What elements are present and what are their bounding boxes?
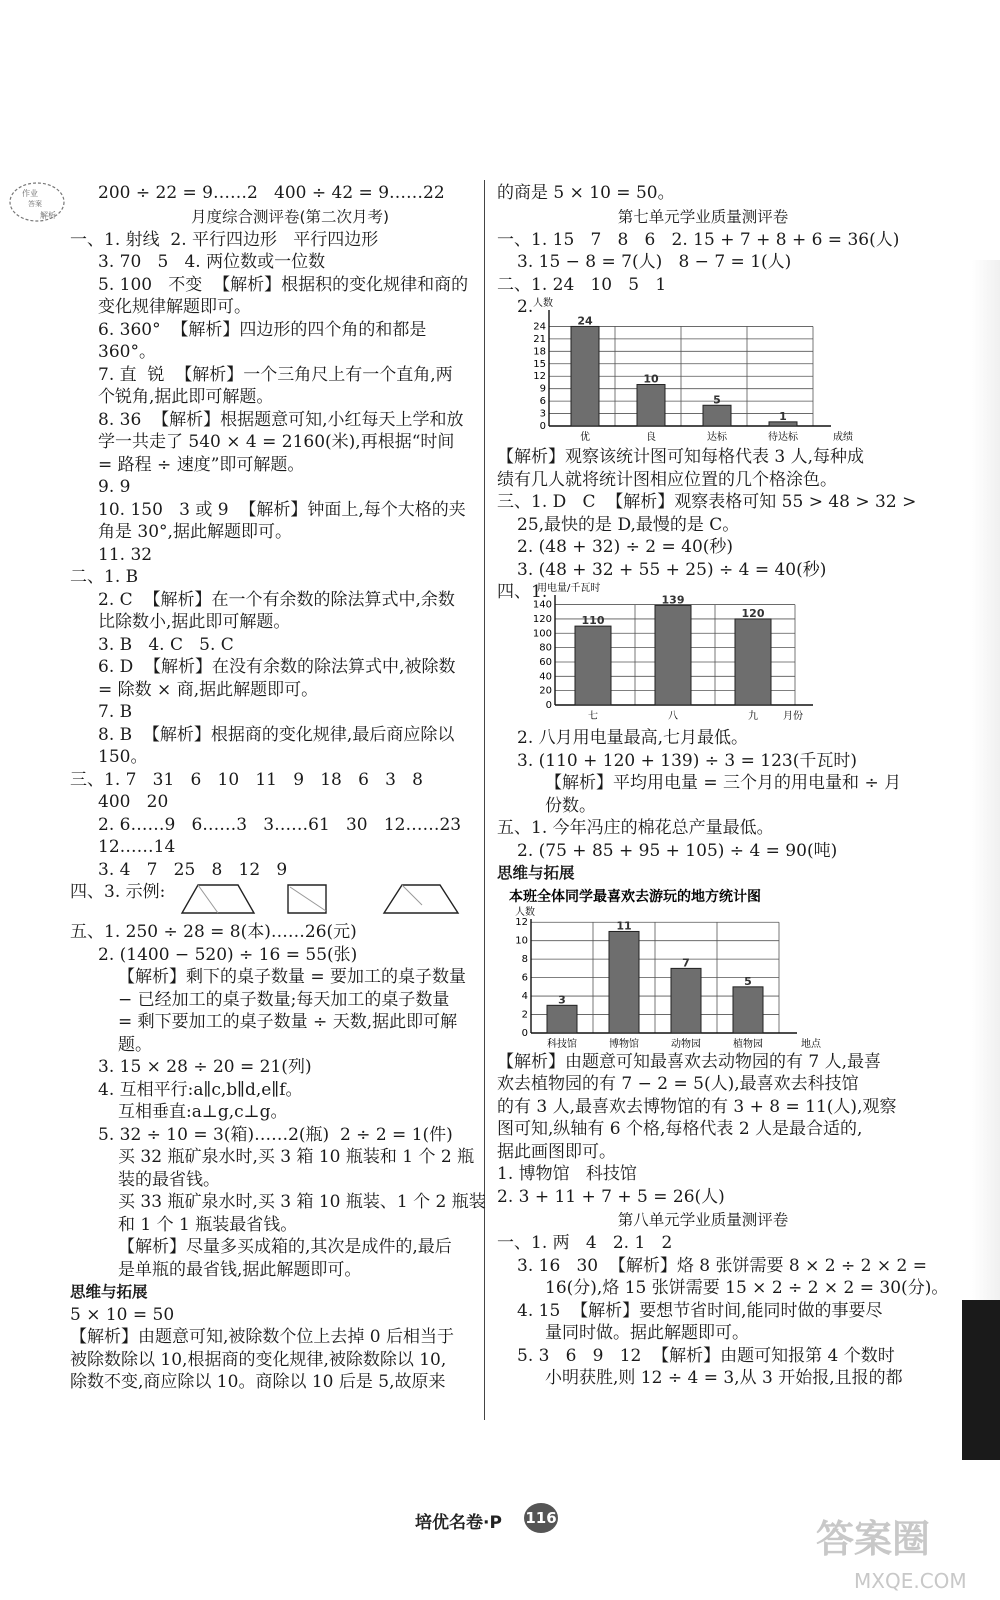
left-lines-line: 5. 32 ÷ 10 = 3(箱)……2(瓶) 2 ÷ 2 = 1(件) [98, 1124, 453, 1145]
left-lines-line: 装的最省钱。 [118, 1169, 220, 1190]
left-lines-line: 10. 150 3 或 9 【解析】钟面上,每个大格的夹 [98, 499, 466, 520]
y-tick-label: 0 [539, 421, 546, 432]
y-tick-label: 0 [545, 700, 552, 711]
right-top-line: 3. 15 − 8 = 7(人) 8 − 7 = 1(人) [517, 252, 792, 272]
y-tick-label: 15 [533, 358, 546, 370]
bar-value-label: 1 [779, 409, 787, 423]
left-lines-line: 三、1. 7 31 6 10 11 9 18 6 3 8 [70, 769, 423, 790]
right-bottom-line: 1. 博物馆 科技馆 [497, 1164, 637, 1184]
y-tick-label: 2 [521, 1009, 528, 1021]
left-lines-line: 8. B 【解析】根据商的变化规律,最后商应除以 [98, 724, 455, 745]
bar [655, 605, 691, 705]
binding-edge [962, 1300, 1000, 1460]
footer-brand: 培优名卷·P [415, 1513, 502, 1533]
x-category-label: 达标 [707, 432, 727, 443]
y-tick-label: 3 [539, 408, 546, 420]
bar [671, 968, 701, 1033]
left-lines-line: 除数不变,商应除以 10。商除以 10 后是 5,故原来 [70, 1372, 446, 1392]
left-lines-line: 四、3. 示例: [70, 881, 510, 921]
left-lines-line: 3. 4 7 25 8 12 9 [98, 859, 288, 880]
left-lines-line: 400 20 [98, 792, 169, 812]
bar [733, 986, 763, 1032]
bar-value-label: 5 [713, 393, 721, 407]
left-lines-line: 2. (1400 − 520) ÷ 16 = 55(张) [98, 944, 358, 965]
watermark-text: 答案圈 [816, 1517, 931, 1561]
left-lines-line: 被除数除以 10,根据商的变化规律,被除数除以 10, [70, 1349, 447, 1370]
bar [609, 931, 639, 1033]
y-tick-label: 21 [533, 333, 546, 345]
chart-electricity [497, 581, 909, 727]
right-mid2-line: 2. 八月用电量最高,七月最低。 [517, 728, 749, 748]
left-lines-line: 变化规律解题即可。 [98, 297, 251, 317]
bar-value-label: 120 [741, 606, 765, 620]
bar-value-label: 11 [616, 918, 632, 932]
right-bottom-line: 图可知,纵轴有 6 个格,每格代表 2 人是最合适的, [497, 1119, 863, 1139]
right-bottom-line: 第八单元学业质量测评卷 [617, 1211, 789, 1229]
right-mid2-line: 2. (75 + 85 + 95 + 105) ÷ 4 = 90(吨) [517, 840, 838, 861]
left-lines-line: 4. 互相平行:a∥c,b∥d,e∥f。 [98, 1079, 303, 1100]
left-lines-line: 12……14 [98, 837, 176, 857]
bar-value-label: 7 [682, 955, 690, 969]
right-mid2-line: 五、1. 今年冯庄的棉花总产量最低。 [497, 818, 774, 838]
left-lines-line: 一、1. 射线 2. 平行四边形 平行四边形 [70, 229, 379, 250]
bar [575, 626, 611, 705]
left-lines-line: 200 ÷ 22 = 9……2 400 ÷ 42 = 9……22 [98, 183, 445, 203]
left-lines-line: = 路程 ÷ 速度”即可解题。 [98, 454, 305, 475]
y-tick-label: 10 [515, 935, 528, 947]
right-column [497, 182, 949, 1390]
left-lines-line: 月度综合测评卷(第二次月考) [190, 207, 390, 226]
answer-stamp-icon [8, 180, 66, 224]
right-bottom-line: 据此画图即可。 [497, 1141, 616, 1162]
y-tick-label: 12 [533, 371, 546, 383]
bar-value-label: 10 [643, 372, 659, 386]
right-bottom-line: 【解析】由题意可知最喜欢去动物园的有 7 人,最喜 [497, 1051, 882, 1072]
y-axis-label: 人数 [533, 298, 553, 309]
x-category-label: 九 [748, 711, 758, 722]
x-category-label: 植物园 [733, 1038, 763, 1050]
page-number: 116 [524, 1503, 558, 1533]
trapezoid-examples-icon [180, 883, 500, 919]
right-mid1-line: 三、1. D C 【解析】观察表格可知 55 > 48 > 32 > [497, 492, 917, 512]
left-lines-line: 5. 100 不变 【解析】根据积的变化规律和商的 [98, 274, 469, 295]
right-top-block [497, 182, 909, 296]
left-lines-line: 角是 30°,据此解题即可。 [98, 522, 292, 542]
right-bottom-line: 的有 3 人,最喜欢去博物馆的有 3 + 8 = 11(人),观察 [497, 1096, 897, 1117]
page-edge-shadow [972, 260, 1000, 1300]
chart-places-svg [497, 885, 897, 1051]
right-mid1-line: 【解析】观察该统计图可知每格代表 3 人,每种成 [497, 447, 865, 467]
y-tick-label: 140 [532, 599, 552, 611]
left-lines-line: 3. 70 5 4. 两位数或一位数 [98, 252, 326, 272]
right-mid2-line: 3. (110 + 120 + 139) ÷ 3 = 123(千瓦时) [517, 750, 857, 771]
x-category-label: 八 [668, 711, 678, 722]
left-lines-line: 买 33 瓶矿泉水时,买 3 箱 10 瓶装、1 个 2 瓶装 [118, 1192, 486, 1212]
y-tick-label: 6 [521, 972, 528, 984]
stamp-text-3: 解析 [40, 211, 56, 220]
left-lines-line: 5 × 10 = 50 [70, 1304, 175, 1325]
left-lines-line: 买 32 瓶矿泉水时,买 3 箱 10 瓶装和 1 个 2 瓶 [118, 1147, 475, 1167]
left-lines-line: 【解析】尽量多买成箱的,其次是成件的,最后 [118, 1237, 452, 1257]
x-category-label: 良 [646, 432, 656, 443]
left-lines-line: 6. 360° 【解析】四边形的四个角的和都是 [98, 319, 427, 340]
bar-value-label: 139 [661, 593, 685, 607]
chart-grades-svg [497, 296, 897, 446]
bar-value-label: 5 [744, 974, 752, 988]
y-tick-label: 0 [521, 1027, 528, 1039]
y-tick-label: 20 [539, 685, 552, 697]
left-lines-line: 互相垂直:a⊥g,c⊥g。 [118, 1102, 288, 1122]
left-lines-line: − 已经加工的桌子数量;每天加工的桌子数量 [118, 989, 450, 1010]
left-lines-line: 二、1. B [70, 567, 139, 587]
chart-grades-question-label: 2. [517, 297, 534, 317]
left-lines-line: 【解析】由题意可知,被除数个位上去掉 0 后相当于 [70, 1327, 455, 1347]
x-axis-label: 成绩 [833, 432, 853, 443]
left-lines-line: 2. 6……9 6……3 3……61 30 12……23 [98, 814, 462, 835]
bar [571, 326, 599, 426]
right-mid2-line: 思维与拓展 [497, 864, 575, 882]
left-lines-line: 和 1 个 1 瓶装最省钱。 [118, 1214, 298, 1235]
left-lines-line: 6. D 【解析】在没有余数的除法算式中,被除数 [98, 657, 456, 677]
left-lines-line: 【解析】剩下的桌子数量 = 要加工的桌子数量 [118, 967, 467, 987]
y-tick-label: 12 [515, 916, 528, 928]
left-lines-line: 3. B 4. C 5. C [98, 634, 234, 655]
bar [547, 1005, 577, 1033]
y-tick-label: 80 [539, 642, 552, 654]
chart-grades [497, 296, 909, 446]
bar [703, 405, 731, 426]
x-category-label: 博物馆 [609, 1038, 639, 1050]
left-lines-line: 2. C 【解析】在一个有余数的除法算式中,余数 [98, 589, 455, 610]
right-bottom-block [497, 1051, 949, 1390]
left-lines-line: 150。 [98, 747, 148, 767]
left-lines-line: 思维与拓展 [70, 1283, 148, 1301]
left-lines-line: 五、1. 250 ÷ 28 = 8(本)……26(元) [70, 922, 357, 942]
x-category-label: 科技馆 [547, 1038, 577, 1050]
y-tick-label: 9 [539, 383, 546, 395]
y-axis-label: 用电量/千瓦时 [537, 583, 601, 594]
bar-value-label: 110 [581, 614, 605, 628]
right-bottom-line: 3. 16 30 【解析】烙 8 张饼需要 8 × 2 ÷ 2 × 2 = [517, 1255, 928, 1276]
right-mid2-line: 份数。 [545, 795, 596, 816]
y-tick-label: 100 [532, 628, 552, 640]
right-bottom-line: 一、1. 两 4 2. 1 2 [497, 1233, 673, 1253]
right-mid-block-1 [497, 446, 917, 581]
left-lines-line: 7. B [98, 702, 133, 722]
x-axis-label: 地点 [801, 1038, 821, 1050]
left-lines-line: 3. 15 × 28 ÷ 20 = 21(列) [98, 1057, 312, 1077]
right-bottom-line: 2. 3 + 11 + 7 + 5 = 26(人) [497, 1186, 725, 1207]
right-top-line: 二、1. 24 10 5 1 [497, 274, 667, 295]
stamp-text-1: 作业 [22, 189, 38, 198]
x-axis-label: 月份 [783, 711, 803, 722]
right-bottom-line: 小明获胜,则 12 ÷ 4 = 3,从 3 开始报,且报的都 [545, 1368, 903, 1388]
left-column [70, 182, 510, 1394]
left-lines-line: = 除数 × 商,据此解题即可。 [98, 679, 319, 700]
right-top-line: 一、1. 15 7 8 6 2. 15 + 7 + 8 + 6 = 36(人) [497, 229, 900, 250]
y-tick-label: 18 [533, 346, 546, 358]
y-tick-label: 4 [521, 990, 528, 1002]
x-category-label: 动物园 [671, 1038, 701, 1050]
y-tick-label: 60 [539, 656, 552, 668]
left-lines-line: 学一共走了 540 × 4 = 2160(米),再根据“时间 [98, 432, 455, 452]
left-lines-line: 7. 直 锐 【解析】一个三角尺上有一个直角,两 [98, 364, 453, 385]
left-lines-line: 个锐角,据此即可解题。 [98, 387, 274, 407]
left-lines-line: 题。 [118, 1034, 152, 1055]
left-lines-line: 比除数小,据此即可解题。 [98, 612, 291, 632]
x-category-label: 七 [588, 711, 598, 722]
watermark-url: MXQE.COM [854, 1569, 967, 1593]
chart-electricity-question-label: 四、1. [497, 582, 548, 602]
left-lines-line: 9. 9 [98, 477, 131, 497]
bar-value-label: 3 [558, 992, 566, 1006]
right-top-line: 的商是 5 × 10 = 50。 [497, 183, 675, 203]
right-bottom-line: 5. 3 6 9 12 【解析】由题可知报第 4 个数时 [517, 1345, 895, 1366]
bar [735, 619, 771, 705]
right-mid1-line: 2. (48 + 32) ÷ 2 = 40(秒) [517, 537, 734, 557]
right-bottom-line: 4. 15 【解析】要想节省时间,能同时做的事要尽 [517, 1300, 883, 1321]
y-tick-label: 120 [532, 613, 552, 625]
bar [637, 385, 665, 426]
left-lines-line: = 剩下要加工的桌子数量 ÷ 天数,据此即可解 [118, 1012, 458, 1032]
chart-title: 本班全体同学最喜欢去游玩的地方统计图 [509, 888, 761, 905]
y-axis-label: 人数 [515, 906, 535, 918]
left-lines-line: 360°。 [98, 342, 156, 362]
chart-electricity-svg [497, 581, 897, 727]
right-mid1-line: 25,最快的是 D,最慢的是 C。 [517, 514, 740, 535]
chart-places [497, 885, 909, 1051]
bar-value-label: 24 [577, 314, 593, 328]
right-mid1-line: 绩有几人就将统计图相应位置的几个格涂色。 [497, 469, 837, 490]
y-tick-label: 24 [533, 321, 546, 333]
left-lines-line: 8. 36 【解析】根据题意可知,小红每天上学和放 [98, 409, 464, 430]
stamp-text-2: 答案 [28, 200, 42, 208]
right-mid2-line: 【解析】平均用电量 = 三个月的用电量和 ÷ 月 [545, 773, 902, 793]
left-lines-line: 11. 32 [98, 544, 153, 565]
y-tick-label: 8 [521, 953, 528, 965]
x-category-label: 待达标 [768, 432, 798, 443]
y-tick-label: 40 [539, 671, 552, 683]
y-tick-label: 6 [539, 396, 546, 408]
right-bottom-line: 16(分),烙 15 张饼需要 15 × 2 ÷ 2 × 2 = 30(分)。 [545, 1278, 949, 1298]
right-mid-block-2 [497, 727, 909, 885]
right-top-line: 第七单元学业质量测评卷 [617, 207, 789, 226]
right-bottom-line: 欢去植物园的有 7 − 2 = 5(人),最喜欢去科技馆 [497, 1074, 859, 1094]
left-lines-line: 是单瓶的最省钱,据此解题即可。 [118, 1259, 362, 1280]
x-category-label: 优 [580, 432, 590, 443]
watermark-logo [808, 1500, 1000, 1600]
right-mid1-line: 3. (48 + 32 + 55 + 25) ÷ 4 = 40(秒) [517, 559, 827, 580]
right-bottom-line: 量同时做。据此解题即可。 [545, 1323, 749, 1343]
